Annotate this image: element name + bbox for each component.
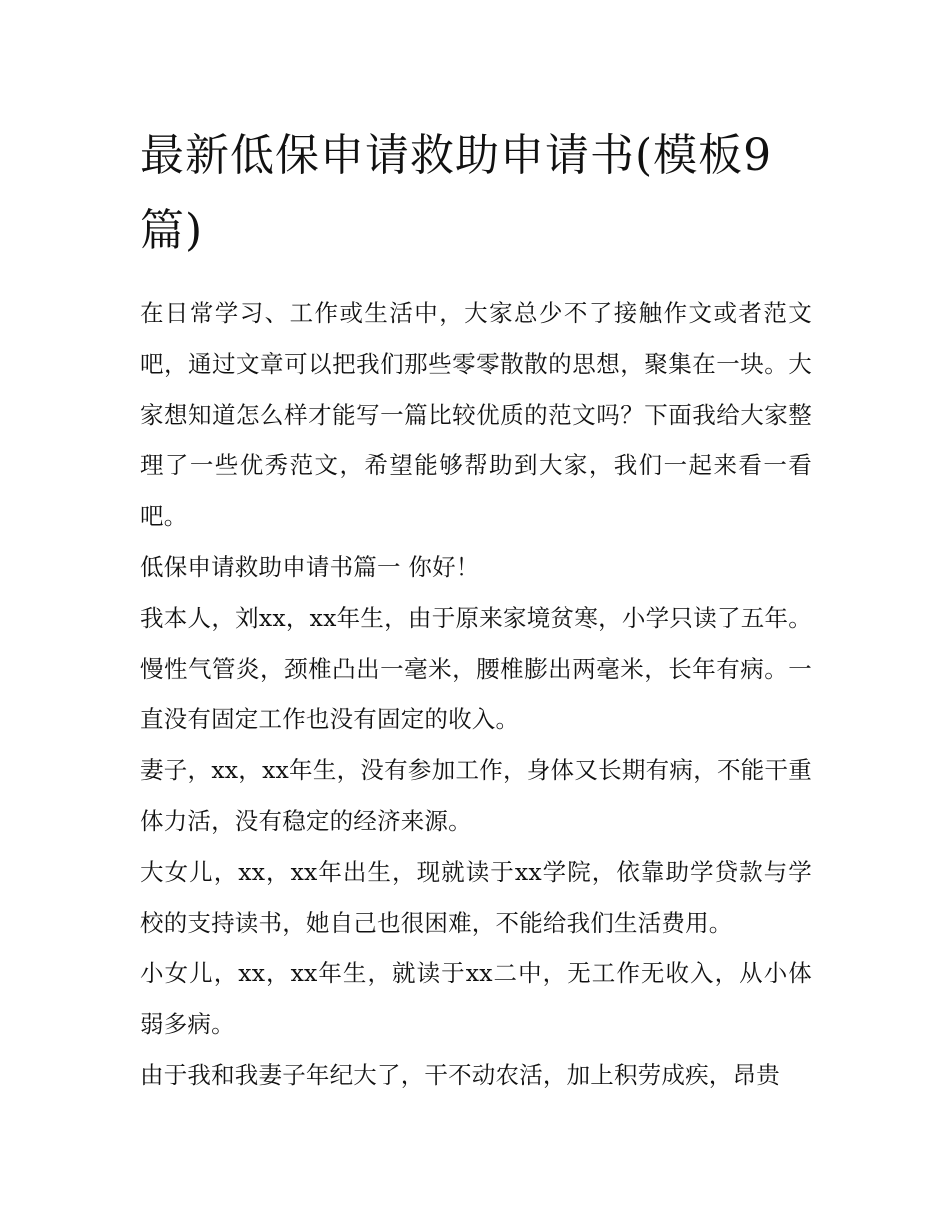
paragraph-younger-daughter: 小女儿，xx，xx年生，就读于xx二中，无工作无收入，从小体弱多病。 xyxy=(140,959,812,1039)
paragraph-section-heading: 低保申请救助申请书篇一 你好！ xyxy=(140,552,480,581)
document-content xyxy=(140,118,812,1101)
paragraph-self: 我本人，刘xx，xx年生，由于原来家境贫寒，小学只读了五年。慢性气管炎，颈椎凸出一毫米，腰椎膨出两毫米，长年有病。一直没有固定工作也没有固定的收入。 xyxy=(140,603,812,734)
paragraph-wife: 妻子，xx，xx年生，没有参加工作，身体又长期有病，不能干重体力活，没有稳定的经济来源。 xyxy=(140,756,812,835)
document-title: 最新低保申请救助申请书(模板9篇) xyxy=(140,130,773,256)
paragraph-reason: 由于我和我妻子年纪大了，干不动农活，加上积劳成疾，昂贵 xyxy=(140,1060,780,1089)
paragraph-elder-daughter: 大女儿，xx，xx年出生，现就读于xx学院，依靠助学贷款与学校的支持读书，她自己也很困难，不能给我们生活费用。 xyxy=(140,857,812,937)
paragraph-intro: 在日常学习、工作或生活中，大家总少不了接触作文或者范文吧，通过文章可以把我们那些零零散散的思想，聚集在一块。大家想知道怎么样才能写一篇比较优质的范文吗？下面我给大家整理了一些优秀范文，希望能够帮助到大家，我们一起来看一看吧。 xyxy=(140,299,812,531)
